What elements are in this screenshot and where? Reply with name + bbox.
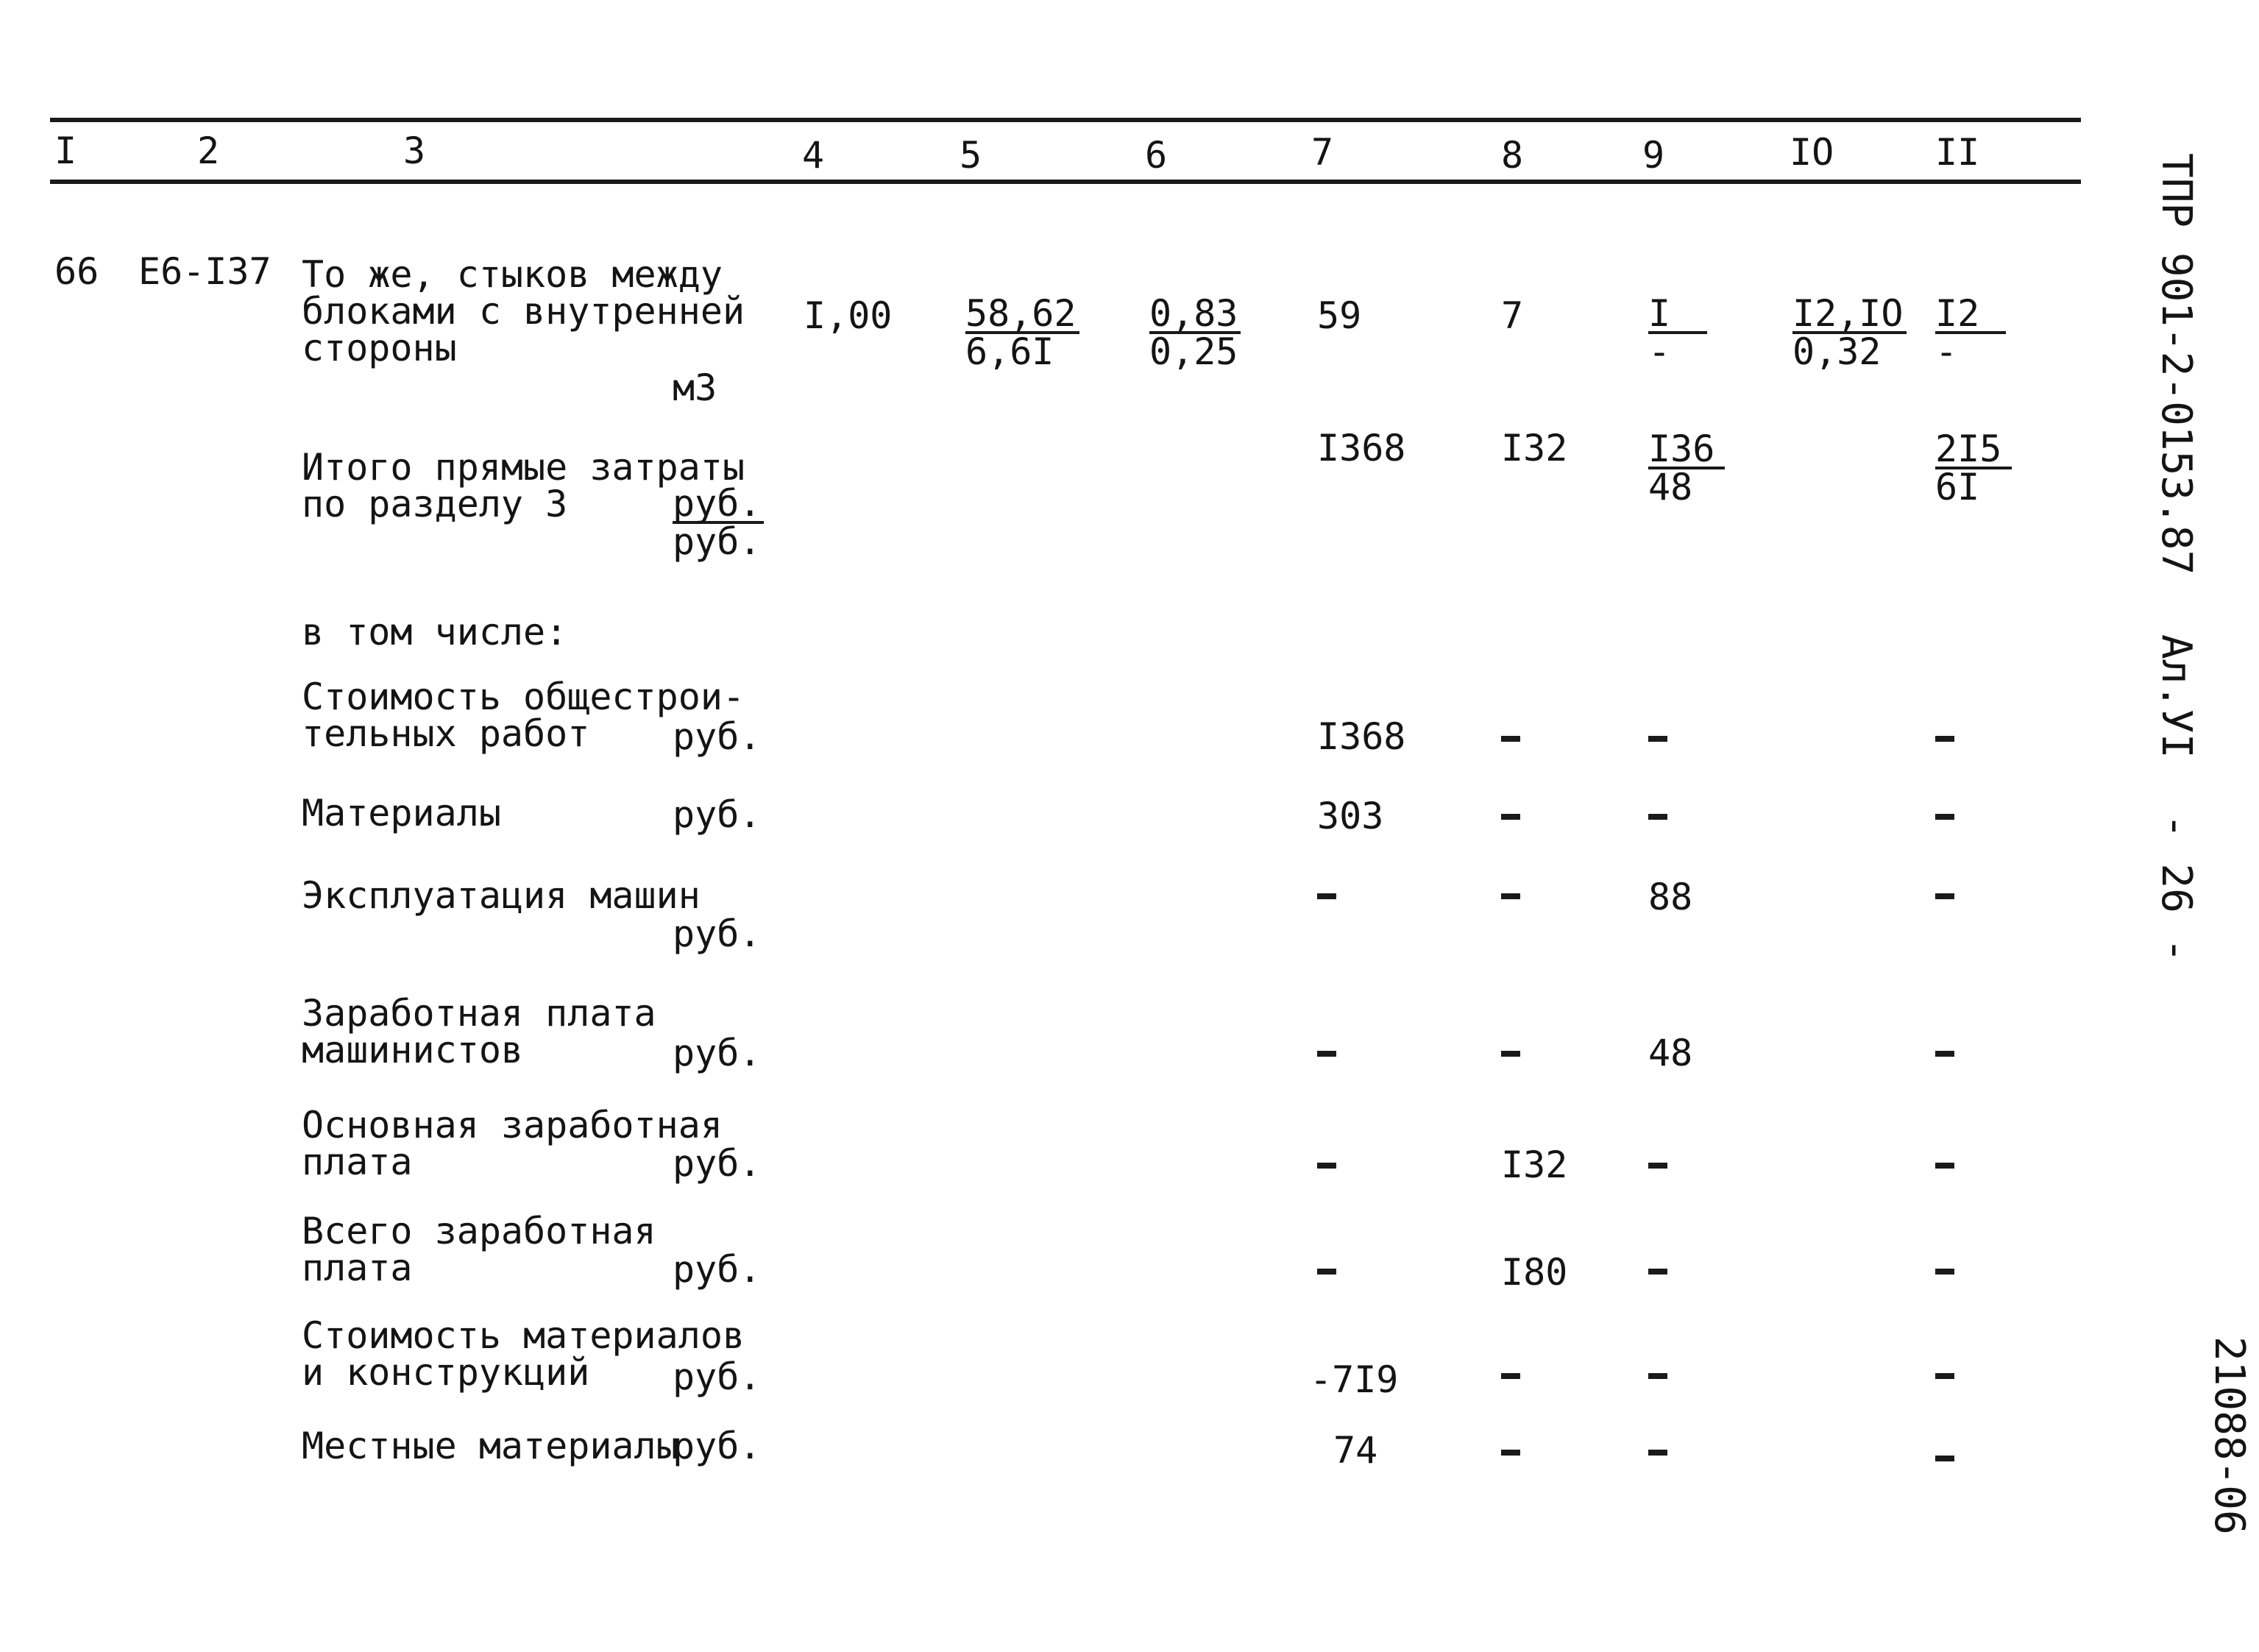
total-col11-bottom: 6I bbox=[1935, 466, 1980, 508]
total-label-line-2: по разделу 3 bbox=[302, 483, 568, 525]
item-label: Стоимость материалов bbox=[302, 1314, 745, 1357]
col-header-4: 4 bbox=[802, 134, 825, 177]
item-unit: руб. bbox=[673, 715, 762, 758]
col-header-5: 5 bbox=[960, 134, 982, 177]
item-unit: руб. bbox=[673, 1142, 762, 1185]
total-col9-fraction bbox=[1648, 428, 1725, 508]
item-col11-dash bbox=[1935, 1051, 1954, 1057]
row-col5-bottom: 6,6I bbox=[965, 330, 1054, 373]
item-col9: 88 bbox=[1648, 876, 1693, 918]
col-header-10: IO bbox=[1790, 131, 1834, 174]
row-description-line-1: То же, стыков между bbox=[302, 253, 723, 296]
item-col8-dash bbox=[1501, 893, 1520, 899]
col-header-2: 2 bbox=[197, 130, 220, 172]
item-label: Заработная плата bbox=[302, 992, 656, 1035]
row-col6-top: 0,83 bbox=[1149, 296, 1241, 334]
item-label: Эксплуатация машин bbox=[302, 874, 701, 917]
col-header-6: 6 bbox=[1145, 134, 1168, 177]
item-label: плата bbox=[302, 1247, 413, 1289]
total-label-line-1: Итого прямые затраты bbox=[302, 446, 745, 489]
item-unit: руб. bbox=[673, 1248, 762, 1291]
total-unit-fraction bbox=[673, 482, 764, 563]
side-album-number: Ал.УI bbox=[2152, 634, 2200, 759]
item-col9-dash bbox=[1648, 1373, 1667, 1379]
total-col8: I32 bbox=[1501, 427, 1568, 469]
item-col7: -7I9 bbox=[1310, 1358, 1399, 1401]
item-col8-dash bbox=[1501, 1373, 1520, 1379]
col-header-1: I bbox=[54, 130, 77, 172]
item-col7: I368 bbox=[1317, 715, 1406, 758]
item-col9-dash bbox=[1648, 1269, 1667, 1275]
item-label: и конструкций bbox=[302, 1351, 590, 1394]
col-header-3: 3 bbox=[403, 130, 426, 172]
row-col11-fraction bbox=[1935, 292, 2006, 373]
item-col11-dash bbox=[1935, 893, 1954, 899]
item-col9-dash bbox=[1648, 814, 1667, 820]
row-col10-bottom: 0,32 bbox=[1792, 330, 1882, 373]
item-col8-dash bbox=[1501, 1051, 1520, 1057]
item-col8-dash bbox=[1501, 814, 1520, 820]
item-label: Основная заработная bbox=[302, 1104, 723, 1146]
side-document-code: ТПР 901-2-0153.87 bbox=[2152, 153, 2200, 575]
item-unit: руб. bbox=[673, 1425, 762, 1467]
item-label: Всего заработная bbox=[302, 1210, 656, 1252]
item-col8: I32 bbox=[1501, 1144, 1568, 1186]
item-col11-dash bbox=[1935, 736, 1954, 742]
total-col7: I368 bbox=[1317, 427, 1406, 469]
row-unit: м3 bbox=[673, 366, 717, 409]
item-label: плата bbox=[302, 1141, 413, 1183]
item-label: Стоимость общестрои- bbox=[302, 676, 745, 718]
item-col8: I80 bbox=[1501, 1251, 1568, 1294]
item-col7-dash bbox=[1317, 1163, 1336, 1169]
row-col10-top: I2,IO bbox=[1792, 296, 1907, 334]
item-col9: 48 bbox=[1648, 1032, 1693, 1074]
item-col11-dash bbox=[1935, 814, 1954, 820]
item-col8-dash bbox=[1501, 736, 1520, 742]
item-label: Местные материалы bbox=[302, 1425, 678, 1467]
row-col10-fraction bbox=[1792, 292, 1907, 373]
total-col9-top: I36 bbox=[1648, 431, 1725, 469]
item-col9-dash bbox=[1648, 736, 1667, 742]
item-col9-dash bbox=[1648, 1450, 1667, 1456]
item-col7-dash bbox=[1317, 1051, 1336, 1057]
item-col11-dash bbox=[1935, 1163, 1954, 1169]
row-number: 66 bbox=[54, 250, 99, 293]
col-header-11: II bbox=[1935, 131, 1980, 174]
row-col9-fraction bbox=[1648, 292, 1707, 373]
row-description-line-2: блоками с внутренней bbox=[302, 290, 745, 333]
item-col7: 74 bbox=[1333, 1429, 1378, 1472]
item-col8-dash bbox=[1501, 1450, 1520, 1456]
row-col5-fraction bbox=[965, 292, 1079, 373]
item-col7-dash bbox=[1317, 893, 1336, 899]
row-col6-bottom: 0,25 bbox=[1149, 330, 1238, 373]
row-col11-bottom: - bbox=[1935, 330, 1958, 373]
item-col11-dash bbox=[1935, 1456, 1954, 1461]
row-col7: 59 bbox=[1317, 294, 1362, 337]
row-col4: I,00 bbox=[804, 294, 893, 337]
item-col7: 303 bbox=[1317, 795, 1384, 837]
header-top-rule bbox=[50, 118, 2081, 122]
item-col7-dash bbox=[1317, 1269, 1336, 1275]
total-unit-top: руб. bbox=[673, 486, 764, 524]
item-unit: руб. bbox=[673, 912, 762, 955]
side-page-number: - 26 - bbox=[2152, 814, 2200, 963]
row-col11-top: I2 bbox=[1935, 296, 2006, 334]
item-label: тельных работ bbox=[302, 712, 590, 755]
row-col8: 7 bbox=[1501, 294, 1524, 337]
row-col9-bottom: - bbox=[1648, 330, 1671, 373]
header-bottom-rule bbox=[50, 180, 2081, 184]
side-inventory-number: 21088-06 bbox=[2205, 1336, 2253, 1535]
total-col11-top: 2I5 bbox=[1935, 431, 2012, 469]
row-col5-top: 58,62 bbox=[965, 296, 1079, 334]
row-code: E6-I37 bbox=[138, 250, 272, 293]
row-description-line-3: стороны bbox=[302, 327, 457, 369]
item-col9-dash bbox=[1648, 1163, 1667, 1169]
item-col11-dash bbox=[1935, 1373, 1954, 1379]
total-col9-bottom: 48 bbox=[1648, 466, 1693, 508]
col-header-8: 8 bbox=[1501, 134, 1524, 177]
item-col11-dash bbox=[1935, 1269, 1954, 1275]
total-unit-bottom: руб. bbox=[673, 520, 762, 563]
item-label: Материалы bbox=[302, 792, 501, 834]
item-unit: руб. bbox=[673, 1032, 762, 1074]
item-unit: руб. bbox=[673, 1355, 762, 1398]
row-col6-fraction bbox=[1149, 292, 1241, 373]
item-unit: руб. bbox=[673, 793, 762, 836]
col-header-9: 9 bbox=[1642, 134, 1665, 177]
row-col9-top: I bbox=[1648, 296, 1707, 334]
item-label: машинистов bbox=[302, 1029, 524, 1071]
col-header-7: 7 bbox=[1311, 131, 1334, 174]
total-col11-fraction bbox=[1935, 428, 2012, 508]
including-label: в том числе: bbox=[302, 611, 568, 653]
